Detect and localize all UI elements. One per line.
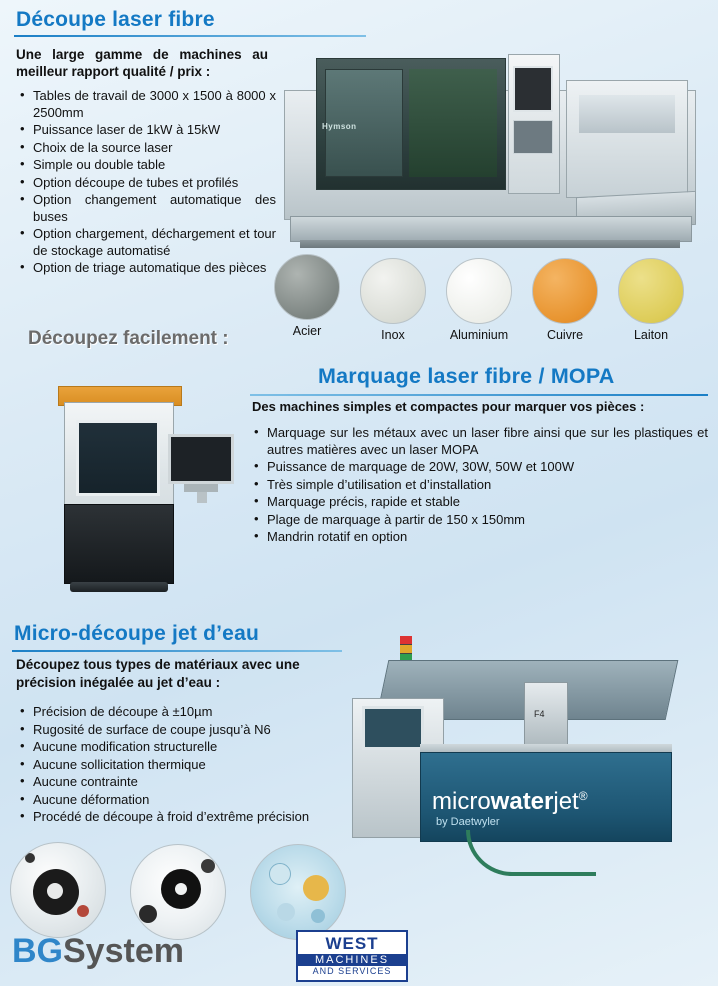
- machine-keypad: [513, 120, 553, 154]
- cutting-head: [524, 682, 568, 752]
- list-item: • Marquage précis, rapide et stable: [252, 494, 708, 511]
- list-item: • Précision de découpe à ±10µm: [18, 704, 358, 721]
- dot: [77, 905, 89, 917]
- machine-hose: [466, 830, 596, 876]
- brand-part-jet: jet: [553, 788, 579, 815]
- divider-marquage: [250, 394, 708, 396]
- photo-detail: [251, 845, 345, 939]
- material-item: [444, 258, 514, 342]
- waterjet-bullet-list: [18, 704, 358, 827]
- list-item: • Plage de marquage à partir de 150 x 150mm: [252, 512, 708, 529]
- list-item: • Puissance de marquage de 20W, 30W, 50W et 100W: [252, 459, 708, 476]
- material-swatch: [618, 258, 684, 324]
- dot: [269, 863, 291, 885]
- material-item: [530, 258, 600, 342]
- list-item: • Procédé de découpe à froid d’extrême précision: [18, 809, 358, 826]
- waterjet-intro: Découpez tous types de matériaux avec une précision inégalée au jet d’eau :: [16, 657, 300, 690]
- machine-green-panel: [409, 69, 497, 177]
- list-item: • Option chargement, déchargement et tour de stockage automatisé: [18, 226, 276, 259]
- sample-photo-parts: [10, 842, 106, 938]
- section-waterjet-title: [14, 622, 259, 646]
- machine-base: [290, 216, 692, 242]
- list-item: • Option découpe de tubes et profilés: [18, 175, 276, 192]
- west-machines-logo: [296, 930, 408, 982]
- machine-door-window: [76, 420, 160, 496]
- list-item: • Mandrin rotatif en option: [252, 529, 708, 546]
- list-item: • Option de triage automatique des pièces: [18, 260, 276, 277]
- laser-bullet-list: [18, 88, 276, 278]
- material-swatch: [446, 258, 512, 324]
- sample-photo-microparts: [250, 844, 346, 940]
- list-item: • Aucune sollicitation thermique: [18, 757, 358, 774]
- machine-wheels: [70, 582, 168, 592]
- laser-intro: Une large gamme de machines au meilleur rapport qualité / prix :: [16, 47, 268, 79]
- divider-waterjet: [12, 650, 342, 652]
- brand-part-micro: micro: [432, 788, 491, 815]
- materials-row: [272, 254, 712, 350]
- material-label: Inox: [381, 328, 405, 342]
- material-item: [272, 254, 342, 338]
- material-label: Acier: [292, 324, 322, 338]
- list-item: • Aucune modification structurelle: [18, 739, 358, 756]
- photo-detail: [131, 845, 225, 939]
- material-swatch: [532, 258, 598, 324]
- brand-registered-mark: ®: [578, 789, 588, 803]
- laser-heading: Découpe laser fibre: [16, 8, 215, 31]
- material-label: Aluminium: [449, 328, 509, 342]
- marquage-bullet-list: [252, 425, 708, 547]
- list-item: • Très simple d’utilisation et d’installation: [252, 477, 708, 494]
- monitor-stand: [184, 484, 218, 492]
- machine-legs: [300, 240, 680, 248]
- list-item: • Simple ou double table: [18, 157, 276, 174]
- section-marquage-title: [318, 364, 615, 389]
- list-item: • Aucune déformation: [18, 792, 358, 809]
- photo-detail: [11, 843, 105, 937]
- material-item: [616, 258, 686, 342]
- west-logo-line2: MACHINES: [298, 954, 406, 966]
- dot: [175, 883, 187, 895]
- machine-lower-cabinet: [64, 504, 174, 584]
- marquage-intro: Des machines simples et compactes pour marquer vos pièces :: [252, 399, 645, 414]
- dot: [25, 853, 35, 863]
- dot: [303, 875, 329, 901]
- list-item: • Rugosité de surface de coupe jusqu’à N6: [18, 722, 358, 739]
- material-label: Laiton: [633, 328, 669, 342]
- machine-brand-label: Hymson: [322, 122, 357, 131]
- brand-part-water: water: [490, 788, 554, 815]
- list-item: • Aucune contrainte: [18, 774, 358, 791]
- laser-subtitle: Découpez facilement :: [28, 328, 229, 349]
- machine-hmi-screen: [362, 706, 424, 750]
- section-laser-title: [16, 8, 215, 32]
- material-item: [358, 258, 428, 342]
- list-item: • Tables de travail de 3000 x 1500 à 8000 x 2500mm: [18, 88, 276, 121]
- machine-monitor: [168, 434, 234, 484]
- list-item: • Puissance laser de 1kW à 15kW: [18, 122, 276, 139]
- waterjet-machine-image: [346, 640, 716, 870]
- dot: [311, 909, 325, 923]
- material-label: Cuivre: [546, 328, 584, 342]
- marking-machine-image: [36, 372, 246, 602]
- list-item: • Marquage sur les métaux avec un laser fibre ainsi que sur les plastiques et autres matières avec un laser MOPA: [252, 425, 708, 458]
- company-logo-grey: System: [63, 932, 184, 970]
- laser-cutting-machine-image: [276, 44, 704, 259]
- waterjet-heading: Micro-découpe jet d’eau: [14, 622, 259, 645]
- dot: [47, 883, 63, 899]
- sample-photo-discs: [130, 844, 226, 940]
- dot: [139, 905, 157, 923]
- material-swatch: [360, 258, 426, 324]
- dot: [201, 859, 215, 873]
- machine-right-module: [566, 80, 688, 198]
- company-logo-blue: BG: [12, 932, 63, 970]
- waterjet-brand: [432, 788, 588, 816]
- company-logo: [12, 932, 184, 971]
- west-logo-line1: WEST: [325, 934, 379, 953]
- material-swatch: [274, 254, 340, 320]
- dot: [277, 903, 295, 921]
- list-item: • Choix de la source laser: [18, 140, 276, 157]
- list-item: • Option changement automatique des buses: [18, 192, 276, 225]
- machine-screen: [513, 66, 553, 112]
- west-logo-line3: AND SERVICES: [312, 966, 392, 976]
- waterjet-brand-sub: by Daetwyler: [436, 816, 500, 828]
- marquage-heading: Marquage laser fibre / MOPA: [318, 364, 615, 388]
- divider-laser: [14, 35, 366, 37]
